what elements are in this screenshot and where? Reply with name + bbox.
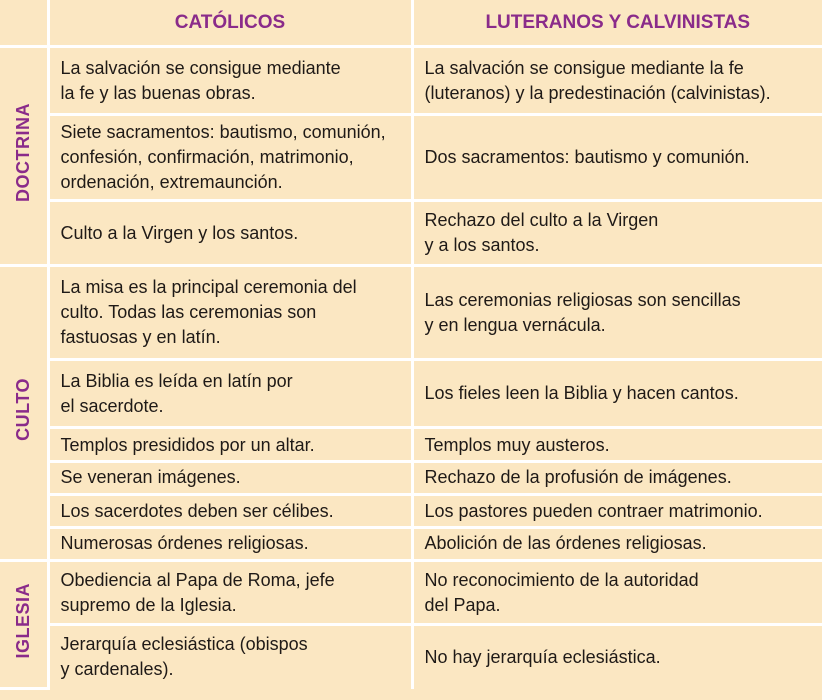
luteranos-cell <box>412 360 822 428</box>
cell-line: (luteranos) y la predestinación (calvinistas). <box>424 82 771 103</box>
luteranos-cell <box>412 115 822 201</box>
catolicos-cell <box>48 115 412 201</box>
cell-line: No hay jerarquía eclesiástica. <box>424 646 661 667</box>
luteranos-cell <box>412 266 822 360</box>
cell-line: La misa es la principal ceremonia del <box>60 277 357 297</box>
section-culto <box>0 266 48 561</box>
cell-line: el sacerdote. <box>60 395 164 416</box>
cell-line: Se veneran imágenes. <box>50 460 411 492</box>
cell-line: y a los santos. <box>424 235 540 255</box>
cell-line: Numerosas órdenes religiosas. <box>50 526 411 558</box>
cell-line: la fe y las buenas obras. <box>60 82 256 103</box>
catolicos-cell <box>48 266 412 360</box>
cell-line: supremo de la Iglesia. <box>60 594 237 615</box>
cell-line: confesión, confirmación, matrimonio, <box>60 147 354 167</box>
cell-line: La salvación se consigue mediante la fe <box>424 57 744 78</box>
luteranos-cell <box>412 561 822 625</box>
cell-line: Templos muy austeros. <box>424 434 610 455</box>
cell-line: Dos sacramentos: bautismo y comunión. <box>424 147 750 167</box>
section-label-doctrina: DOCTRINA <box>12 103 33 202</box>
cell-line: y cardenales). <box>60 659 174 680</box>
luteranos-cell <box>412 428 822 495</box>
cell-line: Culto a la Virgen y los santos. <box>60 222 299 243</box>
header-row <box>0 0 822 47</box>
catolicos-cell <box>48 360 412 428</box>
luteranos-cell <box>412 201 822 266</box>
table-row <box>0 266 822 360</box>
table-row <box>0 561 822 625</box>
cell-line: Los sacerdotes deben ser célibes. <box>60 501 334 521</box>
catolicos-cell <box>48 561 412 625</box>
table-row <box>0 47 822 115</box>
cell-line: Rechazo de la profusión de imágenes. <box>414 460 822 492</box>
table-row <box>0 360 822 428</box>
cell-line: Obediencia al Papa de Roma, jefe <box>60 569 335 590</box>
table-row <box>0 625 822 689</box>
luteranos-cell <box>412 625 822 689</box>
table-row <box>0 201 822 266</box>
cell-line: Abolición de las órdenes religiosas. <box>414 526 822 558</box>
cell-line: ordenación, extremaunción. <box>60 172 283 192</box>
cell-line: y en lengua vernácula. <box>424 314 606 335</box>
header-catolicos: CATÓLICOS <box>48 0 412 47</box>
section-label-culto: CULTO <box>12 378 33 441</box>
cell-line: Jerarquía eclesiástica (obispos <box>60 634 308 655</box>
table-row <box>0 428 822 495</box>
luteranos-cell <box>412 47 822 115</box>
cell-line: La salvación se consigue mediante <box>60 57 341 78</box>
cell-line: Los fieles leen la Biblia y hacen cantos. <box>424 383 739 403</box>
header-luteranos: LUTERANOS Y CALVINISTAS <box>412 0 822 47</box>
cell-line: La Biblia es leída en latín por <box>60 370 293 391</box>
cell-line: No reconocimiento de la autoridad <box>424 569 699 590</box>
cell-line: Las ceremonias religiosas son sencillas <box>424 289 741 310</box>
catolicos-cell <box>48 428 412 495</box>
cell-line: fastuosas y en latín. <box>60 327 221 347</box>
cell-line: culto. Todas las ceremonias son <box>60 302 317 322</box>
cell-line: Templos presididos por un altar. <box>60 434 315 455</box>
table-row <box>0 495 822 561</box>
corner-cell <box>0 0 48 47</box>
catolicos-cell <box>48 201 412 266</box>
cell-line: Los pastores pueden contraer matrimonio. <box>424 501 763 521</box>
cell-line: Rechazo del culto a la Virgen <box>424 210 659 230</box>
luteranos-cell <box>412 495 822 561</box>
table-row <box>0 115 822 201</box>
cell-line: Siete sacramentos: bautismo, comunión, <box>60 122 386 142</box>
catolicos-cell <box>48 47 412 115</box>
catolicos-cell <box>48 495 412 561</box>
section-iglesia <box>0 561 48 689</box>
section-label-iglesia: IGLESIA <box>12 583 33 659</box>
catolicos-cell <box>48 625 412 689</box>
cell-line: del Papa. <box>424 594 501 615</box>
section-doctrina <box>0 47 48 266</box>
